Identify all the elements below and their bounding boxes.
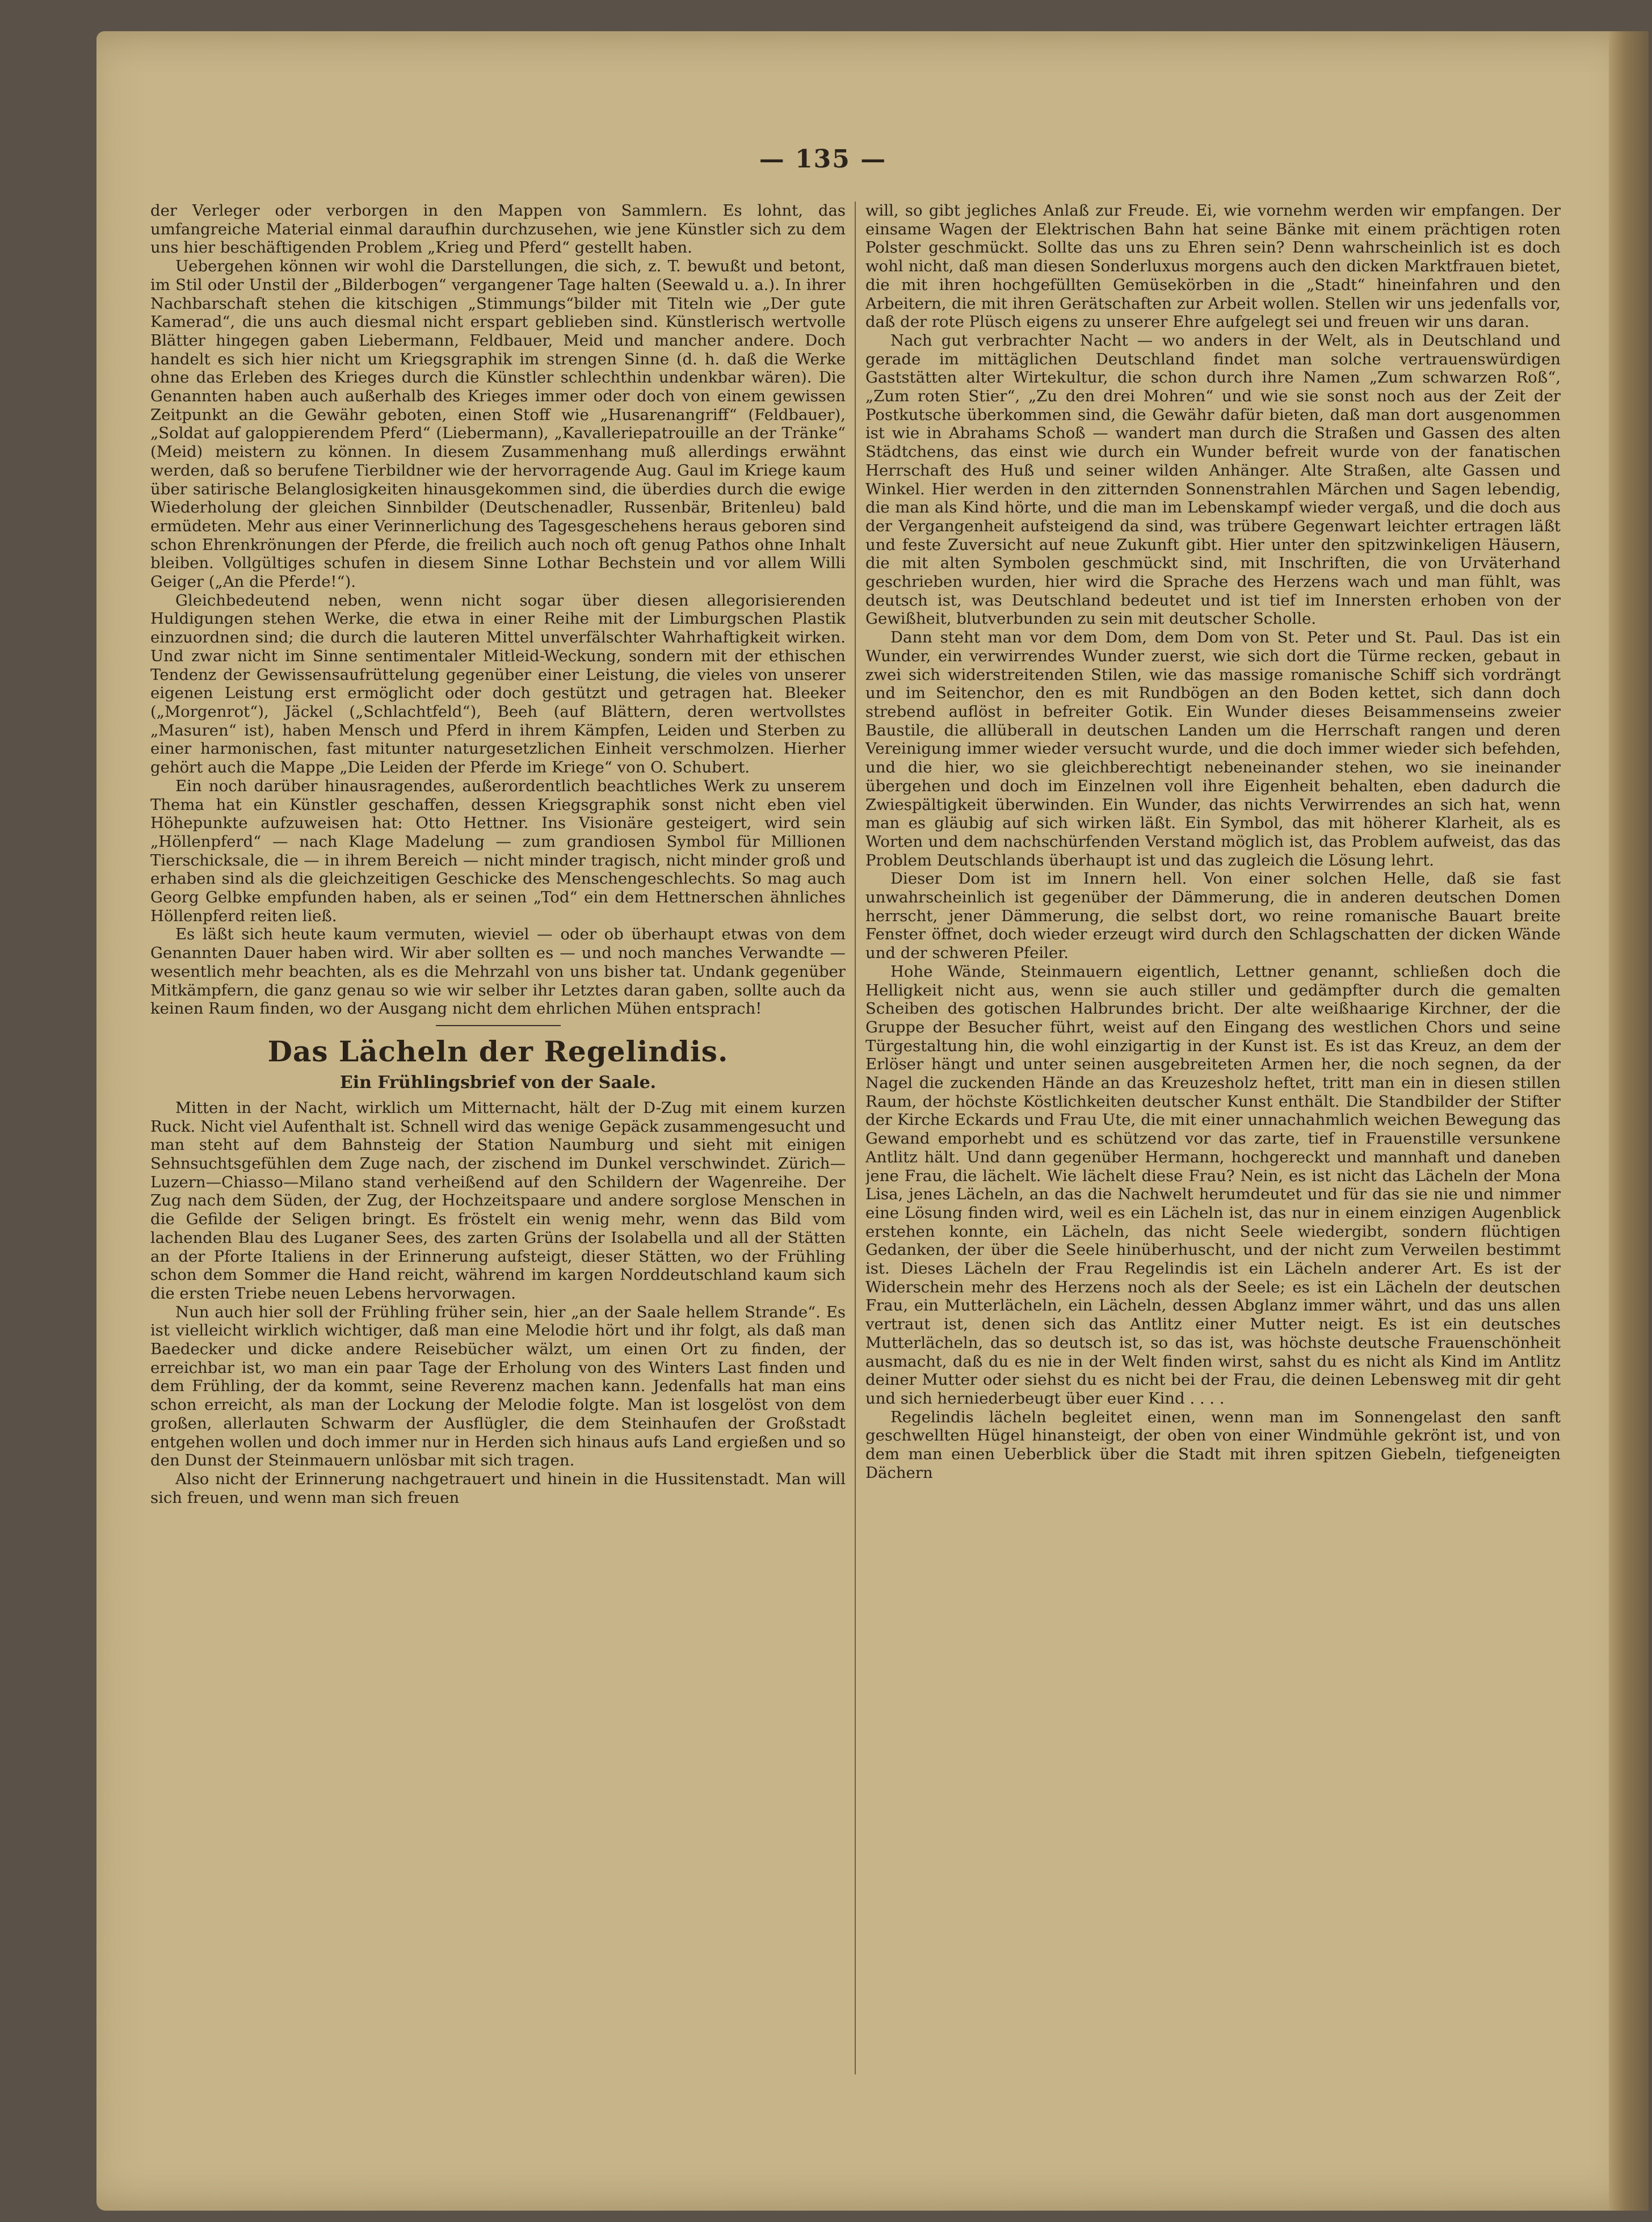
paragraph: Nun auch hier soll der Frühling früher sein, hier „an der Saale hellem Strande“. Es ist vielleicht wirklich wichtiger, daß man eine Melodie hört und ihr folgt, als daß man Baedecker und dicke andere Reisebücher wälzt, um einen Ort zu finden, der erreichbar ist, wo man ein paar Tage der Erholung von des Winters Last finden und dem Frühling, der da kommt, seine Reverenz machen kann. Jedenfalls hat man eins schon erreicht, als man der Lockung der Melodie folgte. Man ist losgelöst von dem großen, allerlauten Schwarm der Ausflügler, die dem Steinhaufen der Großstadt entgehen wollen und doch immer nur in Herden sich hinaus aufs Land ergießen und so den Dunst der Steinmauern unlösbar mit sich tragen.: [150, 1303, 846, 1470]
paragraph: Gleichbedeutend neben, wenn nicht sogar über diesen allegorisierenden Huldigungen stehen Werke, die etwa in einer Reihe mit der Limburgschen Plastik einzuordnen sind; die durch die lauteren Mittel unverfälschter Wahrhaftigkeit wirken. Und zwar nicht im Sinne sentimentaler Mitleid-Weckung, sondern mit der ethischen Tendenz der Gewissensaufrüttelung gegenüber einer Leistung, die vieles von unserer eigenen Leistung erst ermöglicht oder doch gestützt und getragen hat. Bleeker („Morgenrot“), Jäckel („Schlachtfeld“), Beeh (auf Blättern, deren wertvollstes „Masuren“ ist), haben Mensch und Pferd in ihrem Kämpfen, Leiden und Sterben zu einer harmonischen, fast mitunter naturgesetzlichen Einheit verschmolzen. Hierher gehört auch die Mappe „Die Leiden der Pferde im Kriege“ von O. Schubert.: [150, 591, 846, 777]
paragraph: will, so gibt jegliches Anlaß zur Freude. Ei, wie vornehm werden wir empfangen. Der einsame Wagen der Elektrischen Bahn hat seine Bänke mit einem prächtigen roten Polster geschmückt. Sollte das uns zu Ehren sein? Denn wahrscheinlich ist es doch wohl nicht, daß man diesen Sonderluxus morgens auch den dicken Marktfrauen bietet, die mit ihren hochgefüllten Gemüsekörben in die „Stadt“ hineinfahren und den Arbeitern, die mit ihren Gerätschaften zur Arbeit wollen. Stellen wir uns jedenfalls vor, daß der rote Plüsch eigens zu unserer Ehre aufgelegt sei und freuen wir uns daran.: [865, 201, 1561, 331]
article-subtitle: Ein Frühlingsbrief von der Saale.: [339, 1072, 657, 1093]
right-column: [865, 201, 1561, 2086]
paragraph: Regelindis lächeln begleitet einen, wenn man im Sonnengelast den sanft geschwellten Hügel hinansteigt, der oben von einer Windmühle gekrönt ist, und von dem man einen Ueberblick über die Stadt mit ihren spitzen Giebeln, tiefgeneigten Dächern: [865, 1408, 1561, 1482]
paragraph: Mitten in der Nacht, wirklich um Mitternacht, hält der D-Zug mit einem kurzen Ruck. Nicht viel Aufenthalt ist. Schnell wird das wenige Gepäck zusammengesucht und man steht auf dem Bahnsteig der Station Naumburg und sieht mit einigen Sehnsuchtsgefühlen dem Zuge nach, der zischend im Dunkel verschwindet. Zürich—Luzern—Chiasso—Milano stand verheißend auf den Schildern der Wagenreihe. Der Zug nach dem Süden, der Zug, der Hochzeitspaare und andere sorglose Menschen in die Gefilde der Seligen bringt. Es fröstelt ein wenig mehr, wenn das Bild vom lachenden Blau des Luganer Sees, des zarten Grüns der Isolabella und all der Stätten an der Pforte Italiens in der Erinnerung aufsteigt, dieser Stätten, wo der Frühling schon dem Sommer die Hand reicht, während im kargen Norddeutschland kaum sich die ersten Triebe neuen Lebens hervorwagen.: [150, 1098, 846, 1303]
paragraph: Also nicht der Erinnerung nachgetrauert und hinein in die Hussitenstadt. Man will sich freuen, und wenn man sich freuen: [150, 1470, 846, 1507]
left-column: [150, 201, 846, 2086]
column-divider: [855, 201, 856, 2074]
section-rule: [436, 1025, 561, 1026]
paragraph: Dieser Dom ist im Innern hell. Von einer solchen Helle, daß sie fast unwahrscheinlich ist gegenüber der Dämmerung, die in anderen deutschen Domen herrscht, jener Dämmerung, die selbst dort, wo reine romanische Bauart breite Fenster öffnet, doch wieder erzeugt wird durch den Schlagschatten der dicken Wände und der schweren Pfeiler.: [865, 870, 1561, 963]
paragraph: Nach gut verbrachter Nacht — wo anders in der Welt, als in Deutschland und gerade im mittäglichen Deutschland findet man solche vertrauenswürdigen Gaststätten alter Wirtekultur, die schon durch ihre Namen „Zum schwarzen Roß“, „Zum roten Stier“, „Zu den drei Mohren“ und wie sie sonst noch aus der Zeit der Postkutsche überkommen sind, die Gewähr dafür bieten, daß man dort ausgenommen ist wie in Abrahams Schoß — wandert man durch die Straßen und Gassen des alten Städtchens, das einst wie durch ein Wunder befreit wurde von der fanatischen Herrschaft des Huß und seiner wilden Anhänger. Alte Straßen, alte Gassen und Winkel. Hier werden in den zitternden Sonnenstrahlen Märchen und Sagen lebendig, die man als Kind hörte, und die man im Lebenskampf wieder vergaß, und die doch aus der Vergangenheit aufsteigend da sind, was trübere Gegenwart leichter ertragen läßt und feste Zuversicht auf neue Zukunft gibt. Hier unter den spitzwinkeligen Häusern, die mit alten Symbolen geschmückt sind, mit Inschriften, die von Urväterhand geschrieben wurden, hier wird die Sprache des Herzens wach und man fühlt, was deutsch ist, was Deutschland bedeutet und ist tief im Innersten erhoben von der Gewißheit, blutverbunden zu sein mit deutscher Scholle.: [865, 331, 1561, 628]
article-title: Das Lächeln der Regelindis.: [267, 1034, 729, 1068]
paragraph: Uebergehen können wir wohl die Darstellungen, die sich, z. T. bewußt und betont, im Stil oder Unstil der „Bilderbogen“ vergangener Tage halten (Seewald u. a.). In ihrer Nachbarschaft stehen die kitschigen „Stimmungs“bilder mit Titeln wie „Der gute Kamerad“, die uns auch diesmal nicht erspart geblieben sind. Künstlerisch wertvolle Blätter hingegen gaben Liebermann, Feldbauer, Meid und mancher andere. Doch handelt es sich hier nicht um Kriegsgraphik im strengen Sinne (d. h. daß die Werke ohne das Erleben des Krieges durch die Künstler schlechthin undenkbar wären). Die Genannten haben auch außerhalb des Krieges immer oder doch von einem gewissen Zeitpunkt an die Gewähr geboten, einen Stoff wie „Husarenangriff“ (Feldbauer), „Soldat auf galoppierendem Pferd“ (Liebermann), „Kavalleriepatrouille an der Tränke“ (Meid) meistern zu können. In diesem Zusammenhang muß allerdings erwähnt werden, daß so berufene Tierbildner wie der hervorragende Aug. Gaul im Kriege kaum über satirische Belanglosigkeiten hinausgekommen sind, die überdies durch die ewige Wiederholung der gleichen Sinnbilder (Deutschenadler, Russenbär, Britenleu) bald ermüdeten. Mehr aus einer Verinnerlichung des Tagesgeschehens heraus geboren sind schon Ehrenkrönungen der Pferde, die freilich auch noch oft genug Pathos ohne Inhalt bleiben. Vollgültiges schufen in diesem Sinne Lothar Bechstein und vor allem Willi Geiger („An die Pferde!“).: [150, 257, 846, 591]
page-number: — 135 —: [759, 145, 887, 174]
paragraph: der Verleger oder verborgen in den Mappen von Sammlern. Es lohnt, das umfangreiche Material einmal daraufhin durchzusehen, wie jene Künstler sich zu dem uns hier beschäftigenden Problem „Krieg und Pferd“ gestellt haben.: [150, 201, 846, 257]
page-edge: [1609, 31, 1649, 2211]
paragraph: Es läßt sich heute kaum vermuten, wieviel — oder ob überhaupt etwas von dem Genannten Dauer haben wird. Wir aber sollten es — und noch manches Verwandte — wesentlich mehr beachten, als es die Mehrzahl von uns bisher tat. Undank gegenüber Mitkämpfern, die ganz genau so wie wir selber ihr Letztes daran gaben, sollte auch da keinen Raum finden, wo der Ausgang nicht dem ehrlichen Mühen entsprach!: [150, 925, 846, 1018]
paragraph: Ein noch darüber hinausragendes, außerordentlich beachtliches Werk zu unserem Thema hat ein Künstler geschaffen, dessen Kriegsgraphik sonst nicht eben viel Höhepunkte aufzuweisen hat: Otto Hettner. Ins Visionäre gesteigert, wird sein „Höllenpferd“ — nach Klage Madelung — zum grandiosen Symbol für Millionen Tierschicksale, die — in ihrem Bereich — nicht minder tragisch, nicht minder groß und erhaben sind als die gleichzeitigen Geschicke des Menschengeschlechts. So mag auch Georg Gelbke empfunden haben, als er seinen „Tod“ ein dem Hettnerschen ähnliches Höllenpferd reiten ließ.: [150, 776, 846, 925]
paragraph: Hohe Wände, Steinmauern eigentlich, Lettner genannt, schließen doch die Helligkeit nicht aus, wenn sie auch stiller und gedämpfter durch die gemalten Scheiben des gotischen Halbrundes bricht. Der alte weißhaarige Kirchner, der die Gruppe der Besucher führt, weist auf den Eingang des westlichen Chors und seine Türgestaltung hin, die wohl einzigartig in der Kunst ist. Es ist das Kreuz, an dem der Erlöser hängt und unter seinen ausgebreiteten Armen her, die noch segnen, da der Nagel die zuckenden Hände an das Kreuzesholz heftet, tritt man ein in diesen stillen Raum, der höchste Köstlichkeiten deutscher Kunst enthält. Die Standbilder der Stifter der Kirche Eckards und Frau Ute, die mit einer unnachahmlich weichen Bewegung das Gewand emporhebt und es schützend vor das zarte, tief in Frauenstille versunkene Antlitz hält. Und dann gegenüber Hermann, hochgereckt und mannhaft und daneben jene Frau, die lächelt. Wie lächelt diese Frau? Nein, es ist nicht das Lächeln der Mona Lisa, jenes Lächeln, an das die Nachwelt herumdeutet und für das sie nie und nimmer eine Lösung finden wird, weil es ein Lächeln ist, das nur in einem einzigen Augenblick erstehen konnte, ein Lächeln, das nicht Seele wiedergibt, sondern flüchtigen Gedanken, der über die Seele hinüberhuscht, und der nicht zum Verweilen bestimmt ist. Dieses Lächeln der Frau Regelindis ist ein Lächeln anderer Art. Es ist der Widerschein mehr des Herzens noch als der Seele; es ist ein Lächeln der deutschen Frau, ein Mutterlächeln, ein Lächeln, dessen Abglanz immer währt, und das uns allen vertraut ist, denen sich das Antlitz einer Mutter neigt. Es ist ein deutsches Mutterlächeln, das so deutsch ist, so das ist, was höchste deutsche Frauenschönheit ausmacht, daß du es nie in der Welt finden wirst, sahst du es nicht als Kind im Antlitz deiner Mutter oder siehst du es nicht bei der Frau, die deinen Lebensweg mit dir geht und sich herniederbeugt über euer Kind . . . .: [865, 962, 1561, 1408]
paragraph: Dann steht man vor dem Dom, dem Dom von St. Peter und St. Paul. Das ist ein Wunder, ein verwirrendes Wunder zuerst, wie sich dort die Türme recken, gebaut in zwei sich widerstreitenden Stilen, wie das massige romanische Schiff sich vordrängt und im Seitenchor, den es mit Rundbögen an den Boden kettet, sich dann doch strebend auflöst in befreiter Gotik. Ein Wunder dieses Beisammenseins zweier Baustile, die allüberall in deutschen Landen um die Herrschaft rangen und deren Vereinigung immer wieder versucht wurde, und die doch immer wieder sich befehden, und die hier, wo sie gleichberechtigt nebeneinander stehen, wo sie ineinander übergehen und doch im Einzelnen voll ihre Eigenheit behalten, eben dadurch die Zwiespältigkeit überwinden. Ein Wunder, das nichts Verwirrendes an sich hat, wenn man es gläubig auf sich wirken läßt. Ein Symbol, das mit höherer Klarheit, als es Worten und dem nachschürfenden Verstand möglich ist, das Problem aufweist, das das Problem Deutschlands überhaupt ist und das zugleich die Lösung lehrt.: [865, 628, 1561, 870]
newspaper-page: [96, 31, 1649, 2211]
